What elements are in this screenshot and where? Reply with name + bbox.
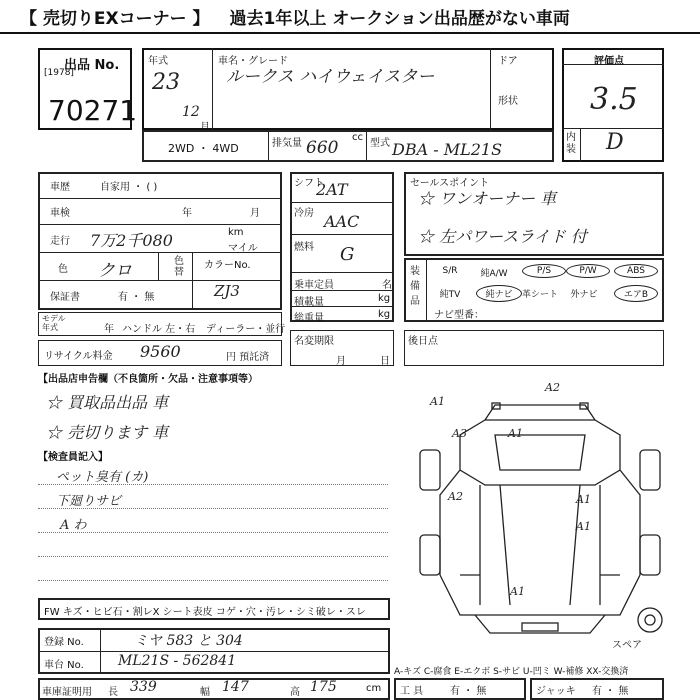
color-value: クロ (98, 261, 132, 281)
shift-label: シフト (294, 178, 324, 189)
fuel-value: G (340, 244, 355, 265)
later-date-box (404, 330, 664, 366)
cert-dim-value: 339 (130, 679, 157, 695)
weight-label: 総重量 (294, 313, 324, 324)
color-change-label: 色替 (174, 256, 184, 278)
lot-label: 出品 No. (64, 58, 120, 73)
inspector-line1: ペット臭有 (カ) (56, 470, 149, 485)
car-roof-outline (485, 405, 595, 420)
damage-mark: A1 (510, 585, 525, 598)
header-right: 過去1年以上 オークション出品歴がない車両 (229, 9, 570, 29)
history-value: 自家用 ・ ( ) (100, 182, 158, 193)
month-unit: 月 (200, 122, 210, 133)
color-no-label: カラーNo. (204, 260, 251, 271)
dealer-text: ディーラー・並行 (206, 324, 286, 335)
load-label: 積載量 (294, 297, 324, 308)
auction-header (0, 0, 700, 34)
damage-mark: A1 (576, 493, 591, 506)
equip-sr: S/R (442, 266, 458, 276)
registration-value: ミヤ 583 と 304 (134, 633, 243, 649)
damage-mark: A2 (448, 490, 463, 503)
tools-label: 工 具 (400, 686, 424, 697)
jack-value: 有 ・ 無 (592, 686, 629, 697)
damage-mark: A2 (545, 381, 560, 394)
inspector-line2: 下廻りサビ (56, 494, 122, 509)
warranty-value: 有 ・ 無 (118, 292, 155, 303)
type-value: DBA - ML21S (392, 140, 503, 159)
capacity-unit: 名 (382, 280, 392, 291)
recycle-unit: 円 預託済 (226, 352, 270, 363)
year-value: 23 (152, 70, 180, 95)
inspection-year: 年 (182, 208, 192, 219)
car-body-outline (440, 470, 640, 615)
cert-unit: cm (366, 683, 382, 694)
declaration-label: 【出品店申告欄（不良箇所・欠品・注意事項等） (38, 374, 258, 385)
model-year-label: モデル年式 (42, 314, 66, 332)
chassis-value: ML21S - 562841 (118, 653, 237, 669)
mileage-value: 7万2千080 (90, 231, 173, 250)
header-left: 【 売切りEXコーナー 】 (20, 9, 210, 29)
equip-leather: 革シート (522, 290, 559, 300)
inspector-label: 【検査員記入】 (38, 452, 108, 463)
equip-airbag: エアB (614, 285, 658, 302)
spare-label: スペア (612, 640, 642, 650)
handle-text: ハンドル 左・右 (122, 324, 196, 335)
legend-codes: A-キズ C-腐食 E-エクボ S-サビ U-凹ミ W-補修 XX-交換済 (394, 667, 629, 677)
equip-ps: P/S (522, 264, 566, 278)
shape-label: 形状 (498, 96, 518, 107)
lot-number: 70271 (48, 94, 138, 127)
mileage-mile: マイル (228, 243, 258, 254)
equip-abs: ABS (614, 264, 658, 278)
cert-dim-label: 幅 (200, 687, 210, 698)
legend-bar-text: FW キズ・ヒビ石・割レX シート表皮 コゲ・穴・汚レ・シミ破レ・スレ (44, 607, 366, 618)
inspection-label: 車検 (50, 208, 70, 219)
cert-dim-label: 長 (108, 687, 118, 698)
equip-pw: P/W (566, 264, 610, 278)
equip-navi-model: ナビ型番： (434, 310, 484, 321)
recycle-value: 9560 (140, 342, 181, 361)
doors-label: ドア (498, 56, 518, 67)
deadline-day: 日 (380, 356, 390, 367)
inspector-line3: A わ (60, 518, 87, 533)
year-label: 年式 (148, 56, 168, 67)
damage-mark: A1 (430, 395, 445, 408)
chassis-label: 車台 No. (44, 660, 84, 671)
mileage-km: km (228, 227, 244, 238)
mileage-label: 走行 (50, 236, 70, 247)
damage-mark: A1 (508, 427, 523, 440)
sales-line1: ☆ ワンオーナー 車 (418, 189, 557, 208)
deadline-month: 月 (336, 356, 346, 367)
drive-text: 2WD ・ 4WD (168, 142, 239, 155)
equip-navi: 純ナビ (476, 285, 522, 302)
car-damage-diagram (400, 375, 690, 650)
equip-alloy: 純A/W (480, 269, 508, 279)
capacity-label: 乗車定員 (294, 280, 334, 291)
displacement-value: 660 (306, 138, 339, 158)
cert-dim-value: 175 (310, 679, 337, 695)
recycle-label: リサイクル料金 (44, 351, 113, 362)
damage-mark: A3 (452, 427, 467, 440)
equipment-label: 装備品 (410, 266, 420, 307)
history-label: 車歴 (50, 182, 70, 193)
score-label: 評価点 (594, 56, 624, 67)
equip-tv: 純TV (439, 290, 461, 300)
cert-label: 車庫証明用 (42, 687, 92, 698)
spare-tire-icon (638, 608, 662, 632)
color-label: 色 (58, 264, 68, 275)
later-date-label: 後日点 (408, 336, 438, 347)
declaration-line2: ☆ 売切ります 車 (46, 423, 169, 442)
aircon-value: AAC (324, 212, 360, 231)
fuel-label: 燃料 (294, 242, 314, 253)
lot-box (38, 48, 138, 130)
sales-label: セールスポイント (410, 178, 490, 189)
deadline-label: 名変期限 (294, 336, 334, 347)
damage-mark: A1 (576, 520, 591, 533)
color-no-value: ZJ3 (214, 282, 240, 300)
shift-value: 2AT (316, 180, 348, 199)
aircon-label: 冷房 (294, 208, 314, 219)
model-label: 車名・グレード (218, 56, 288, 67)
weight-unit: kg (378, 309, 391, 320)
jack-label: ジャッキ (536, 686, 576, 697)
cert-dim-label: 高 (290, 687, 300, 698)
registration-label: 登録 No. (44, 637, 84, 648)
equip-ext-navi: 外ナビ (570, 290, 598, 300)
inspection-month: 月 (250, 208, 260, 219)
model-year-unit: 年 (104, 324, 114, 335)
interior-value: D (606, 130, 624, 155)
load-unit: kg (378, 293, 391, 304)
declaration-line1: ☆ 買取品出品 車 (46, 393, 169, 412)
year-month: 12 (182, 104, 200, 120)
displacement-label: 排気量 (272, 138, 302, 149)
displacement-unit: cc (352, 132, 363, 143)
score-value: 3.5 (590, 82, 638, 117)
cert-dim-value: 147 (222, 679, 249, 695)
type-label: 型式 (370, 138, 390, 149)
lot-small-no: [1978] (44, 68, 74, 78)
sales-line2: ☆ 左パワースライド 付 (418, 227, 587, 246)
tools-value: 有 ・ 無 (450, 686, 487, 697)
warranty-label: 保証書 (50, 292, 80, 303)
model-value: ルークス ハイウェイスター (226, 67, 435, 87)
interior-label: 内装 (566, 132, 576, 155)
